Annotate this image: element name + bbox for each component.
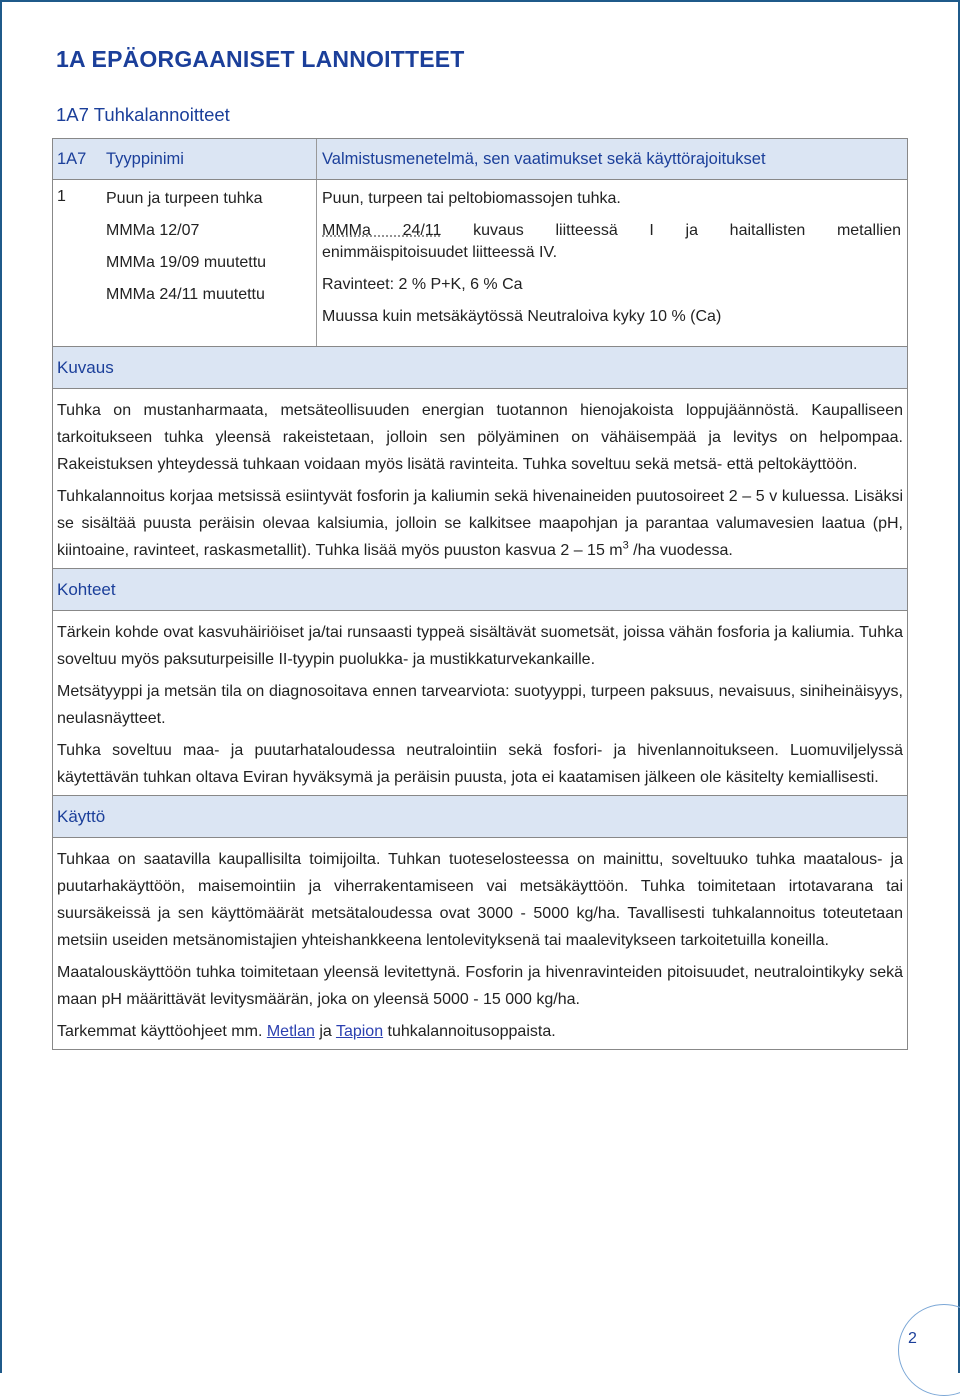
table-row	[52, 180, 908, 347]
section-heading-kohteet: Kohteet	[52, 569, 908, 611]
page-number: 2	[908, 1330, 917, 1347]
section-heading-kuvaus: Kuvaus	[52, 347, 908, 389]
table-header-row	[52, 138, 908, 180]
regulation-link[interactable]: MMMa 24/11	[322, 222, 442, 239]
fertilizer-table	[52, 138, 908, 1050]
neutralizing-line: Muussa kuin metsäkäytössä Neutraloiva kyky 10 % (Ca)	[322, 308, 722, 325]
method-text: enimmäispitoisuudet liitteessä IV.	[322, 244, 558, 261]
paragraph-text: Tarkemmat käyttöohjeet mm.	[57, 1023, 267, 1040]
paragraph: Tuhkaa on saatavilla kaupallisilta toimijoilta. Tuhkan tuoteselosteessa on mainittu, soveltuuko tuhka maatalous- ja puutarhakäyttöön, maisemointiin ja viherrakentamiseen vai metsäkäyttöön. Tuhka toimitetaan irtotavarana tai suursäkeissä ja sen käyttömäärät metsätaloudessa ovat 3000 - 5000 kg/ha. Tavallisesti tuhkalannoitus toteutetaan metsiin useiden metsänomistajien yhteishankkeena lentolevityksenä tai maalevitykseen tarkoitetuilla koneilla.	[57, 851, 903, 949]
nutrients-line: Ravinteet: 2 % P+K, 6 % Ca	[322, 276, 523, 293]
paragraph-text: Tuhkalannoitus korjaa metsissä esiintyvät fosforin ja kaliumin sekä hivenaineiden puutosoireet 2 – 5 v kuluessa. Lisäksi se sisältää puusta peräisin olevaa kalsiumia, jolloin se kalkitsee maapohjan ja parantaa valumavesien laatua (pH, kiintoaine, ravinteet, raskasmetallit). Tuhka lisää myös puuston kasvua 2 – 15 m	[57, 488, 903, 559]
method-line	[322, 220, 901, 274]
row-number: 1	[57, 188, 66, 205]
method-text: kuvaus liitteessä I ja haitallisten metallien	[441, 222, 901, 239]
method-cell	[317, 180, 907, 346]
page-frame-left	[0, 0, 2, 1373]
header-type-name: Tyyppinimi	[103, 139, 317, 179]
page-frame-top	[0, 0, 960, 2]
header-code: 1A7	[57, 149, 87, 168]
section-body-kohteet	[52, 611, 908, 796]
paragraph	[57, 483, 903, 564]
paragraph: Metsätyyppi ja metsän tila on diagnosoitava ennen tarvearviota: suotyyppi, turpeen paksuus, nevaisuus, siniheinäisyys, neulasnäytteet.	[57, 683, 903, 727]
paragraph: Tuhka soveltuu maa- ja puutarhataloudessa neutralointiin sekä fosfori- ja hivenlannoitukseen. Luomuviljelyssä käytettävän tuhkan oltava Eviran hyväksymä ja peräisin puusta, jota ei kaatamisen jälkeen ole käsitelty kemiallisesti.	[57, 742, 903, 786]
section-heading-kaytto: Käyttö	[52, 796, 908, 838]
paragraph: Maatalouskäyttöön tuhka toimitetaan yleensä levitettynä. Fosforin ja hivenravinteiden pitoisuudet, neutralointikyky sekä maan pH määrittävät levitysmäärän, joka on yleensä 5000 - 15 000 kg/ha.	[57, 964, 903, 1008]
paragraph	[57, 1018, 903, 1045]
method-line: Puun, turpeen tai peltobiomassojen tuhka.	[322, 190, 621, 207]
method-line-justified	[322, 220, 901, 242]
paragraph-text: tuhkalannoitusoppaista.	[383, 1023, 556, 1040]
superscript: 3	[622, 539, 629, 552]
paragraph: Tärkein kohde ovat kasvuhäiriöiset ja/tai runsaasti typpeä sisältävät suometsät, joissa vähän fosforia ja kaliumia. Tuhka soveltuu myös paksuturpeisille II-tyypin puolukka- ja mustikkaturvekankaille.	[57, 624, 903, 668]
page-title: 1A EPÄORGAANISET LANNOITTEET	[56, 46, 465, 72]
type-name: Puun ja turpeen tuhka	[106, 190, 263, 207]
paragraph-text: ja	[314, 1023, 336, 1040]
regulation-ref: MMMa 19/09 muutettu	[106, 254, 267, 271]
section-subtitle: 1A7 Tuhkalannoitteet	[56, 104, 230, 125]
type-name-cell	[103, 180, 317, 346]
regulation-ref: MMMa 24/11 muutettu	[106, 286, 265, 303]
metla-link[interactable]: Metlan	[266, 1023, 315, 1040]
section-body-kaytto	[52, 838, 908, 1050]
paragraph-text: /ha vuodessa.	[628, 542, 733, 559]
page-number-circle	[898, 1304, 960, 1396]
header-method: Valmistusmenetelmä, sen vaatimukset sekä käyttörajoitukset	[322, 149, 766, 168]
regulation-ref: MMMa 12/07	[106, 222, 200, 239]
tapio-link[interactable]: Tapion	[335, 1023, 384, 1040]
section-body-kuvaus	[52, 389, 908, 569]
paragraph: Tuhka on mustanharmaata, metsäteollisuuden energian tuotannon hienojakoista loppujäännöstä. Kaupalliseen tarkoitukseen tuhka yleensä rakeistetaan, jolloin sen pölyäminen on vähäisempää ja levitys on helpompaa. Rakeistuksen yhteydessä tuhkaan voidaan myös lisätä ravinteita. Tuhka soveltuu sekä metsä- että peltokäyttöön.	[57, 402, 903, 473]
